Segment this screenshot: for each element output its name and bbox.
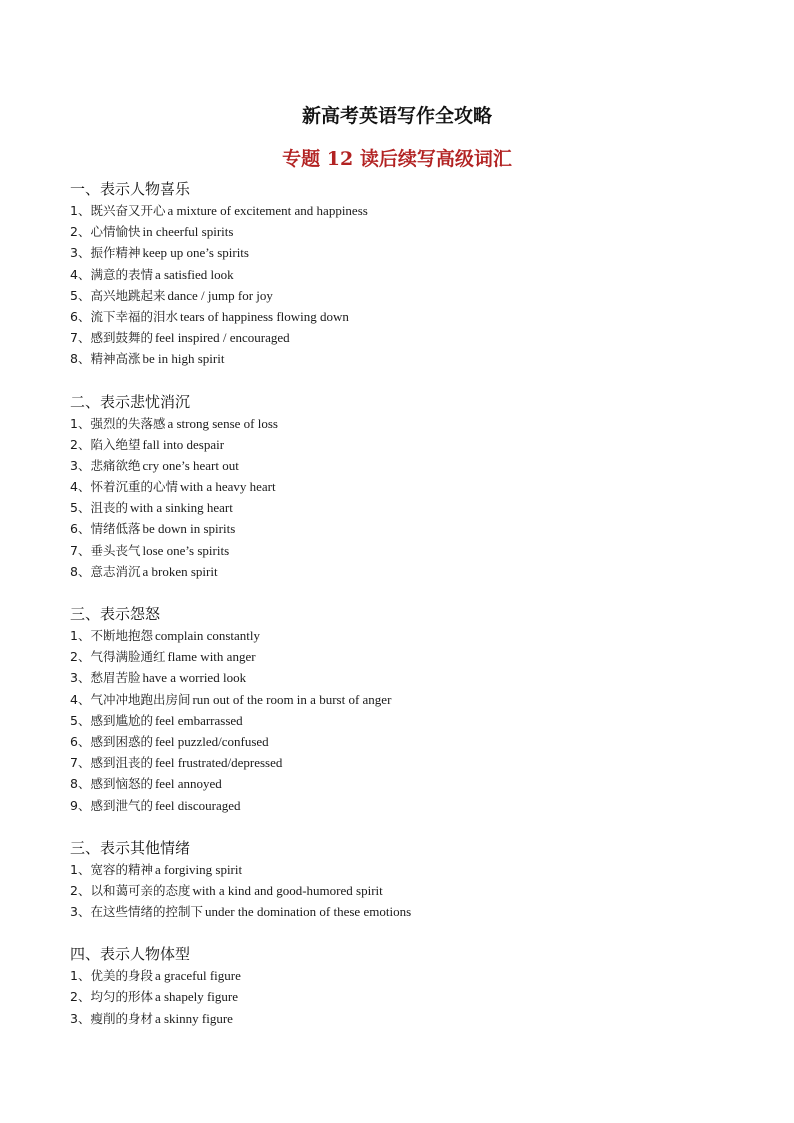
item-chinese-phrase: 瘦削的身材 <box>90 1010 153 1026</box>
item-english-phrase: with a kind and good-humored spirit <box>192 882 383 898</box>
item-number: 7、 <box>70 755 91 771</box>
list-item <box>70 455 750 476</box>
document-subtitle: 专题 12 读后续写高级词汇 <box>282 148 512 170</box>
item-chinese-phrase: 情绪低落 <box>90 521 141 537</box>
item-chinese-phrase: 心情愉快 <box>90 224 141 240</box>
item-number: 2、 <box>70 436 91 452</box>
list-item <box>70 667 750 688</box>
item-number: 1、 <box>70 415 91 431</box>
list-item <box>70 476 750 497</box>
item-number: 2、 <box>70 989 91 1005</box>
list-item <box>70 327 750 348</box>
item-english-phrase: feel annoyed <box>154 776 222 792</box>
item-english-phrase: fall into despair <box>142 436 225 452</box>
item-number: 3、 <box>70 245 91 261</box>
item-chinese-phrase: 优美的身段 <box>90 968 153 984</box>
list-item <box>70 773 750 794</box>
item-chinese-phrase: 高兴地跳起来 <box>90 287 166 303</box>
list-item <box>70 434 750 455</box>
item-number: 6、 <box>70 521 91 537</box>
item-chinese-phrase: 均匀的形体 <box>90 989 153 1005</box>
item-english-phrase: in cheerful spirits <box>142 224 234 240</box>
item-number: 7、 <box>70 330 91 346</box>
item-english-phrase: a graceful figure <box>154 968 241 984</box>
list-item <box>70 264 750 285</box>
vocabulary-section <box>70 391 750 583</box>
item-english-phrase: under the domination of these emotions <box>204 904 412 920</box>
item-number: 1、 <box>70 628 91 643</box>
item-english-phrase: feel puzzled/confused <box>154 733 269 749</box>
item-chinese-phrase: 意志消沉 <box>90 563 141 579</box>
list-item <box>70 710 750 731</box>
item-english-phrase: feel embarrassed <box>154 712 243 728</box>
item-number: 1、 <box>70 968 91 984</box>
item-english-phrase: a skinny figure <box>154 1010 233 1026</box>
item-english-phrase: a broken spirit <box>142 563 218 579</box>
vocabulary-section <box>70 603 750 816</box>
list-item <box>70 221 750 242</box>
item-english-phrase: feel discouraged <box>154 797 241 813</box>
item-chinese-phrase: 怀着沉重的心情 <box>90 479 178 495</box>
item-number: 3、 <box>70 904 91 920</box>
vocabulary-section <box>70 943 750 1029</box>
list-item <box>70 752 750 773</box>
item-number: 8、 <box>70 776 91 792</box>
item-chinese-phrase: 不断地抱怨 <box>90 628 153 643</box>
list-item <box>70 646 750 667</box>
item-number: 4、 <box>70 266 91 282</box>
item-english-phrase: with a heavy heart <box>179 479 276 495</box>
item-number: 3、 <box>70 1010 91 1026</box>
vocabulary-section <box>70 178 750 370</box>
list-item <box>70 518 750 539</box>
item-number: 8、 <box>70 563 91 579</box>
item-chinese-phrase: 感到泄气的 <box>90 797 153 813</box>
item-english-phrase: with a sinking heart <box>129 500 233 516</box>
item-english-phrase: flame with anger <box>167 649 256 665</box>
list-item <box>70 901 750 922</box>
item-chinese-phrase: 感到尴尬的 <box>90 712 153 728</box>
section-heading: 三、表示怨怒 <box>70 605 161 623</box>
item-number: 5、 <box>70 287 91 303</box>
list-item <box>70 242 750 263</box>
item-number: 6、 <box>70 733 91 749</box>
item-number: 8、 <box>70 351 91 367</box>
vocabulary-list <box>70 178 750 1029</box>
list-item <box>70 965 750 986</box>
item-chinese-phrase: 强烈的失落感 <box>90 415 166 431</box>
item-chinese-phrase: 以和蔼可亲的态度 <box>90 882 191 898</box>
section-heading: 四、表示人物体型 <box>70 945 191 964</box>
list-item <box>70 625 750 646</box>
item-number: 3、 <box>70 457 91 473</box>
item-number: 9、 <box>70 797 91 813</box>
item-english-phrase: be in high spirit <box>142 351 225 367</box>
item-number: 2、 <box>70 224 91 240</box>
document-title: 新高考英语写作全攻略 <box>301 105 492 127</box>
list-item <box>70 731 750 752</box>
list-item <box>70 540 750 561</box>
item-number: 5、 <box>70 712 91 728</box>
item-chinese-phrase: 感到恼怒的 <box>90 776 153 792</box>
list-item <box>70 689 750 710</box>
section-heading: 三、表示其他情绪 <box>70 838 191 857</box>
item-chinese-phrase: 感到沮丧的 <box>90 755 153 771</box>
list-item <box>70 306 750 327</box>
section-heading: 二、表示悲忧消沉 <box>70 392 191 411</box>
item-chinese-phrase: 气冲冲地跑出房间 <box>90 691 191 707</box>
item-chinese-phrase: 流下幸福的泪水 <box>90 308 178 324</box>
item-chinese-phrase: 精神高涨 <box>90 351 141 367</box>
item-number: 7、 <box>70 542 91 558</box>
item-english-phrase: run out of the room in a burst of anger <box>192 691 392 707</box>
item-english-phrase: a shapely figure <box>154 989 238 1005</box>
item-english-phrase: keep up one’s spirits <box>142 245 249 261</box>
list-item <box>70 1008 750 1029</box>
item-chinese-phrase: 愁眉苦脸 <box>90 670 141 686</box>
list-item <box>70 859 750 880</box>
list-item <box>70 986 750 1007</box>
item-english-phrase: complain constantly <box>154 628 261 643</box>
item-number: 5、 <box>70 500 91 516</box>
item-chinese-phrase: 宽容的精神 <box>90 861 153 877</box>
item-english-phrase: lose one’s spirits <box>142 542 230 558</box>
item-chinese-phrase: 陷入绝望 <box>90 436 141 452</box>
item-english-phrase: be down in spirits <box>142 521 236 537</box>
item-number: 2、 <box>70 649 91 665</box>
list-item <box>70 795 750 816</box>
item-chinese-phrase: 既兴奋又开心 <box>90 203 166 218</box>
item-english-phrase: a satisfied look <box>154 266 234 282</box>
item-chinese-phrase: 满意的表情 <box>90 266 153 282</box>
item-chinese-phrase: 沮丧的 <box>90 500 128 516</box>
item-number: 6、 <box>70 308 91 324</box>
vocabulary-section <box>70 837 750 923</box>
item-number: 3、 <box>70 670 91 686</box>
item-english-phrase: tears of happiness flowing down <box>179 308 349 324</box>
list-item <box>70 413 750 434</box>
item-chinese-phrase: 在这些情绪的控制下 <box>90 904 203 920</box>
item-english-phrase: have a worried look <box>142 670 247 686</box>
item-english-phrase: a strong sense of loss <box>167 415 278 431</box>
item-number: 1、 <box>70 203 91 218</box>
item-english-phrase: cry one’s heart out <box>142 457 239 473</box>
item-english-phrase: feel frustrated/depressed <box>154 755 283 771</box>
item-chinese-phrase: 垂头丧气 <box>90 542 141 558</box>
item-chinese-phrase: 气得满脸通红 <box>90 649 166 665</box>
list-item <box>70 561 750 582</box>
item-english-phrase: a mixture of excitement and happiness <box>167 203 368 218</box>
list-item <box>70 348 750 369</box>
item-number: 2、 <box>70 882 91 898</box>
list-item <box>70 497 750 518</box>
item-english-phrase: feel inspired / encouraged <box>154 330 290 346</box>
item-chinese-phrase: 振作精神 <box>90 245 141 261</box>
list-item <box>70 880 750 901</box>
item-english-phrase: a forgiving spirit <box>154 861 243 877</box>
item-chinese-phrase: 感到困惑的 <box>90 733 153 749</box>
item-chinese-phrase: 感到鼓舞的 <box>90 330 153 346</box>
item-number: 4、 <box>70 479 91 495</box>
item-chinese-phrase: 悲痛欲绝 <box>90 457 141 473</box>
item-number: 4、 <box>70 691 91 707</box>
list-item <box>70 285 750 306</box>
item-number: 1、 <box>70 861 91 877</box>
section-heading: 一、表示人物喜乐 <box>70 180 191 198</box>
list-item <box>70 200 750 221</box>
item-english-phrase: dance / jump for joy <box>167 287 273 303</box>
